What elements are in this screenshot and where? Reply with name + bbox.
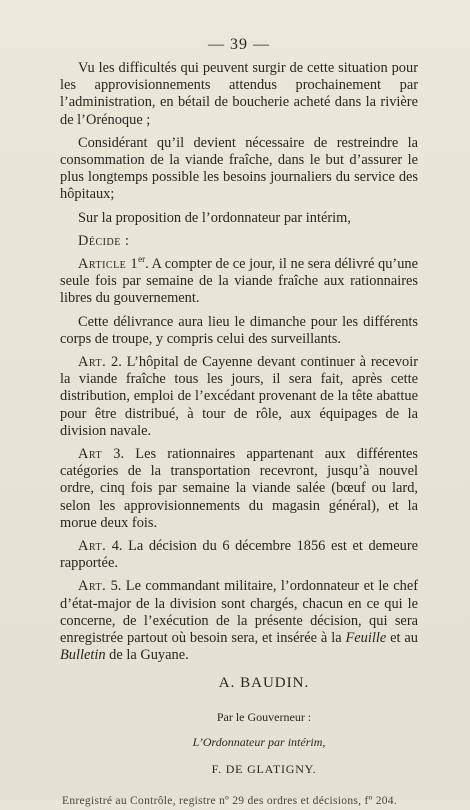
page-number: — 39 —	[208, 36, 270, 53]
paragraph-decide: Décide :	[78, 232, 130, 249]
article-5-text-a: 5. Le commandant militaire, l’ordonnateur et le chef d’état-major de la division sont chargés, chacun en ce qui le concerne, de l’exécution de la présente décision, qui sera enregistrée partout où besoin sera, et insérée à la	[60, 578, 418, 647]
article-3-text: 3. Les rationnaires appartenant aux différentes catégories de la transportation recevront, jusqu’à nouvel ordre, cinq fois par semaine la viande salée (bœuf ou lard, selon les approvisionnements du magasin général), et la morue deux fois.	[60, 446, 418, 531]
signature-par-le-gouverneur: Par le Gouverneur :	[216, 709, 312, 724]
article-4	[60, 538, 418, 572]
article-2-label: Art.	[78, 354, 107, 371]
article-1	[60, 256, 418, 308]
article-4-label: Art.	[78, 538, 107, 555]
article-4-text: 4. La décision du 6 décembre 1856 est et demeure rapportée.	[60, 538, 418, 572]
paragraph-vu: Vu les difficultés qui peuvent surgir de cette situation pour les approvisionnements attendus prochainement par l’administration, en bétail de boucherie acheté dans la rivière de l’Orénoque ;	[60, 60, 418, 128]
article-5-et: et au	[386, 630, 418, 647]
paragraph-considerant: Considérant qu’il devient nécessaire de restreindre la consommation de la viande fraîche, dans le but d’assurer le plus longtemps possible les besoins journaliers du service des hôpitaux;	[60, 134, 418, 203]
signature-ordonnateur: L’Ordonnateur par intérim,	[192, 734, 326, 749]
article-5-label: Art.	[78, 578, 107, 595]
article-1-sup: er	[138, 254, 146, 265]
article-5-feuille: Feuille	[345, 630, 387, 647]
article-5-text-b: de la Guyane.	[105, 647, 189, 664]
article-2	[60, 354, 418, 440]
paragraph-proposition: Sur la proposition de l’ordonnateur par intérim,	[78, 209, 351, 226]
article-3-label: Art	[78, 446, 103, 463]
registration-note: Enregistré au Contrôle, registre nº 29 des ordres et décisions, fº 204.	[62, 794, 398, 807]
article-5	[60, 578, 418, 664]
article-5-bulletin: Bulletin	[60, 647, 106, 664]
article-1-label: Article 1	[78, 256, 139, 273]
paragraph-delivrance: Cette délivrance aura lieu le dimanche pour les différents corps de troupe, y compris celui des surveillants.	[60, 313, 418, 347]
signature-name: A. BAUDIN.	[218, 674, 310, 691]
signature-fname: F. DE GLATIGNY.	[211, 761, 317, 776]
article-3	[60, 446, 418, 532]
article-1-text: . A compter de ce jour, il ne sera délivré qu’une seule fois par semaine de la viande fraîche aux rationnaires libres du gouvernement.	[60, 256, 418, 307]
article-2-text: 2. L’hôpital de Cayenne devant continuer à recevoir la viande fraîche tous les jours, il sera fait, après cette distribution, emploi de l’excédant provenant de la tête abattue pour être distribué, à tour de rôle, aux équipages de la division navale.	[60, 354, 418, 439]
